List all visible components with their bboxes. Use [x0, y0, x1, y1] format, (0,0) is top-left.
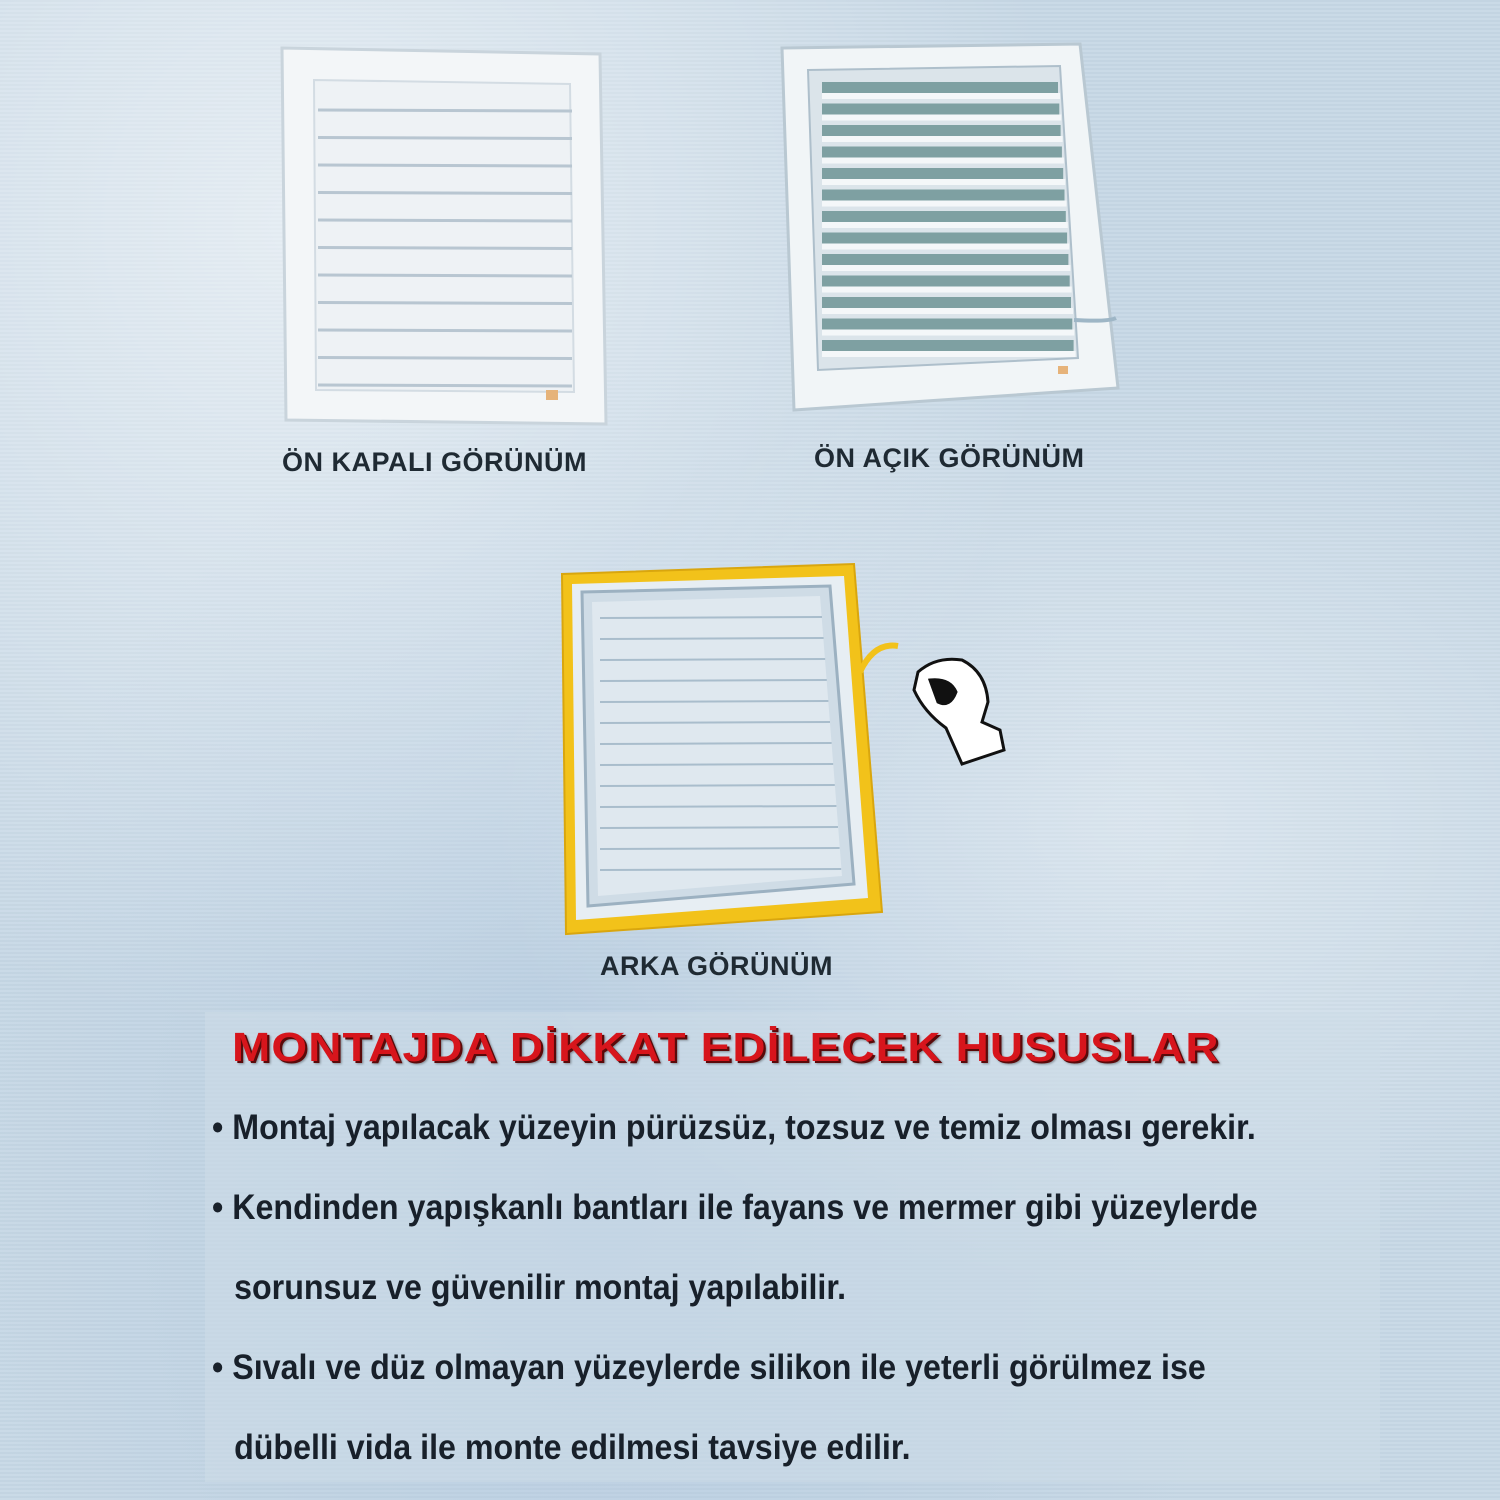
front-open-caption: ÖN AÇIK GÖRÜNÜM [814, 443, 1085, 473]
hand-icon [914, 659, 1004, 764]
note-line-4 [212, 1348, 1206, 1388]
note-line-2 [212, 1188, 1258, 1228]
note-text: sorunsuz ve güvenilir montaj yapılabilir. [234, 1268, 847, 1307]
bullet-icon: • [212, 1188, 224, 1227]
bullet-icon: • [212, 1108, 224, 1147]
bullet-icon: • [212, 1348, 224, 1387]
front-closed-grille-image [278, 44, 608, 429]
note-line-5 [212, 1428, 911, 1468]
note-text: Kendinden yapışkanlı bantları ile fayans ve mermer gibi yüzeylerde [232, 1188, 1258, 1227]
back-grille-image [558, 562, 1018, 942]
notes-panel [205, 1012, 1380, 1482]
note-line-1 [212, 1108, 1256, 1148]
notes-heading: MONTAJDA DİKKAT EDİLECEK HUSUSLAR [232, 1024, 1220, 1070]
note-text: Montaj yapılacak yüzeyin pürüzsüz, tozsuz ve temiz olması gerekir. [232, 1108, 1256, 1147]
front-closed-caption: ÖN KAPALI GÖRÜNÜM [282, 447, 587, 477]
front-open-grille-image [778, 40, 1123, 415]
back-caption: ARKA GÖRÜNÜM [600, 951, 833, 981]
note-text: dübelli vida ile monte edilmesi tavsiye edilir. [234, 1428, 911, 1467]
note-line-3 [212, 1268, 846, 1308]
note-text: Sıvalı ve düz olmayan yüzeylerde silikon ile yeterli görülmez ise [232, 1348, 1206, 1387]
